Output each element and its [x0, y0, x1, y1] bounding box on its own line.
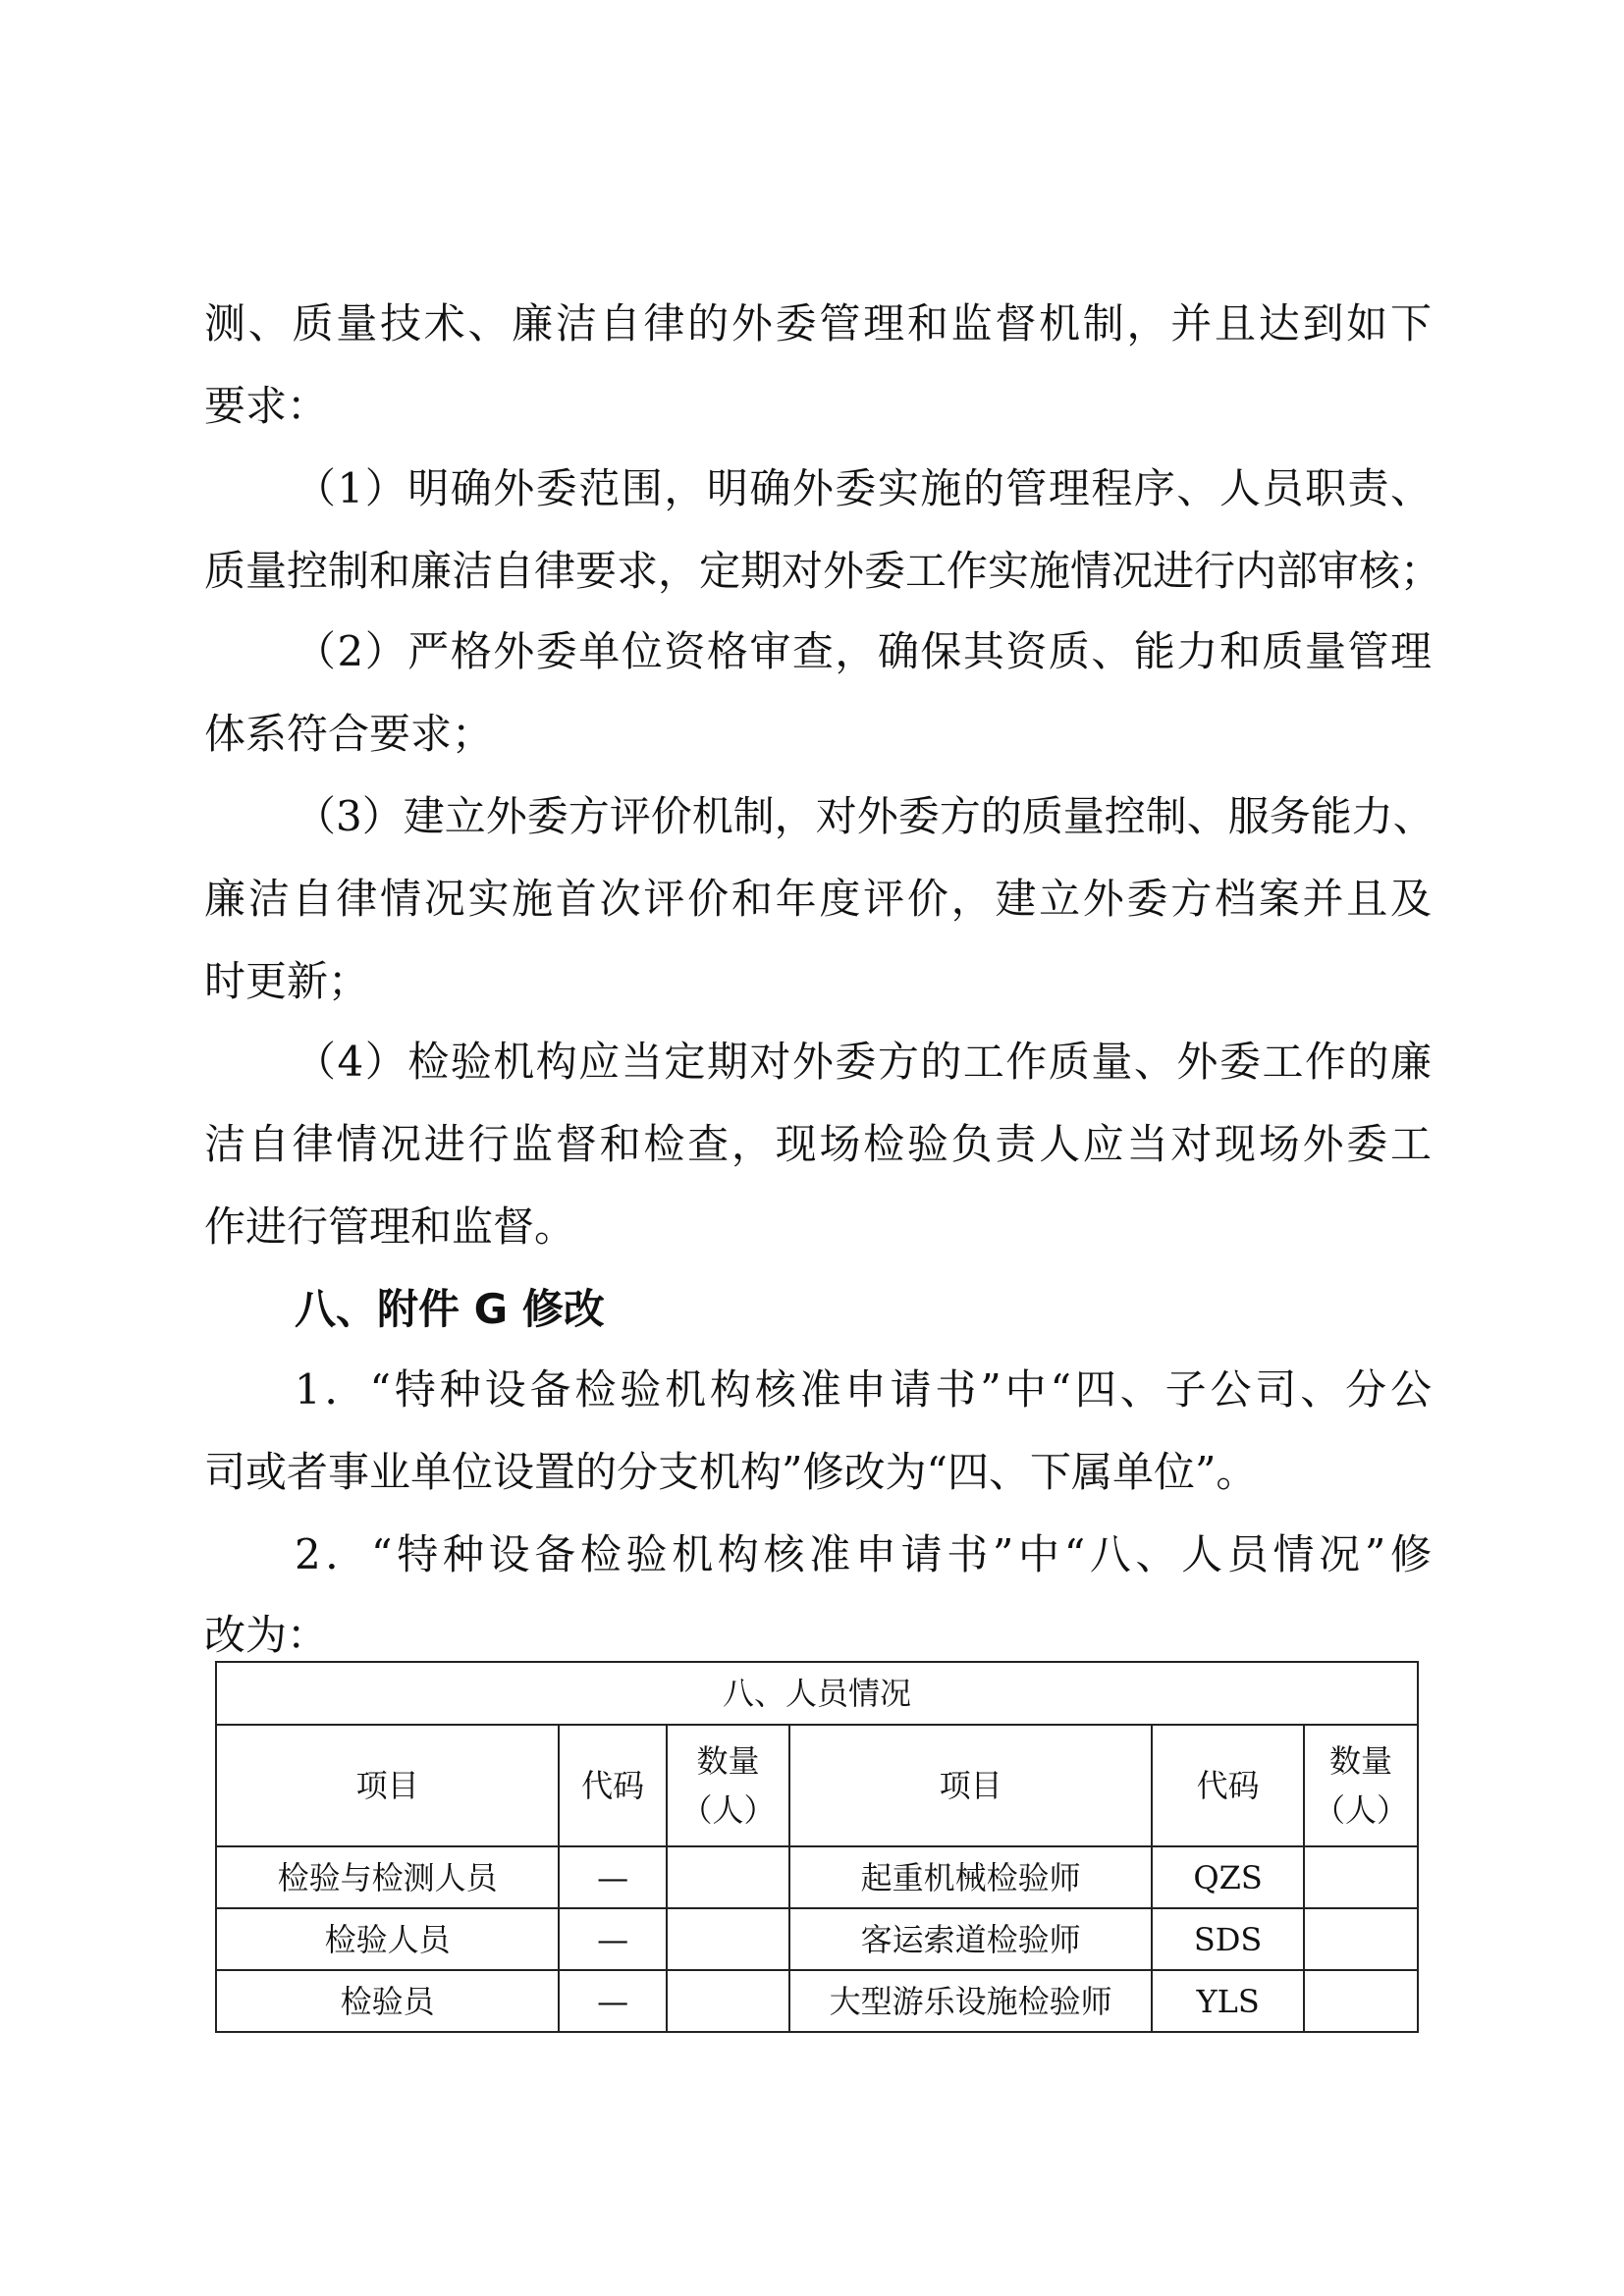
table-title: 八、人员情况 — [216, 1662, 1418, 1725]
list-item-2-line: 体系符合要求； — [204, 710, 494, 758]
list-item-3-line: 廉洁自律情况实施首次评价和年度评价，建立外委方档案并且及 — [204, 875, 1432, 923]
right-item-cell: 起重机械检验师 — [789, 1846, 1152, 1908]
table-row — [216, 1908, 1418, 1970]
left-count-cell — [667, 1970, 789, 2032]
count-header-line2: （人） — [680, 1791, 776, 1829]
amendment-2-line: 改为： — [204, 1611, 329, 1659]
list-item-4-line: 作进行管理和监督。 — [204, 1202, 576, 1251]
right-count-cell — [1304, 1846, 1418, 1908]
left-item-cell: 检验员 — [216, 1970, 559, 2032]
right-count-cell — [1304, 1908, 1418, 1970]
column-header-item: 项目 — [216, 1725, 559, 1846]
right-item-cell: 大型游乐设施检验师 — [789, 1970, 1152, 2032]
left-code-cell: — — [559, 1846, 667, 1908]
left-code-cell: — — [559, 1908, 667, 1970]
table-row — [216, 1970, 1418, 2032]
left-count-cell — [667, 1908, 789, 1970]
list-item-3-line: 时更新； — [204, 957, 370, 1005]
left-item-cell: 检验与检测人员 — [216, 1846, 559, 1908]
table-title-row — [216, 1662, 1418, 1725]
right-item-cell: 客运索道检验师 — [789, 1908, 1152, 1970]
column-header-count — [667, 1725, 789, 1846]
table-header-row — [216, 1725, 1418, 1846]
amendment-1-line: 1．“特种设备检验机构核准申请书”中“四、子公司、分公 — [295, 1365, 1432, 1414]
list-item-1-line: （1）明确外委范围，明确外委实施的管理程序、人员职责、 — [295, 464, 1432, 512]
count-header-line1: 数量 — [1328, 1742, 1392, 1780]
amendment-2-line: 2．“特种设备检验机构核准申请书”中“八、人员情况”修 — [295, 1530, 1432, 1578]
left-item-cell: 检验人员 — [216, 1908, 559, 1970]
column-header-count — [1304, 1725, 1418, 1846]
list-item-1-line: 质量控制和廉洁自律要求，定期对外委工作实施情况进行内部审核； — [204, 547, 1442, 595]
column-header-item: 项目 — [789, 1725, 1152, 1846]
right-code-cell: SDS — [1152, 1908, 1304, 1970]
list-item-3-line: （3）建立外委方评价机制，对外委方的质量控制、服务能力、 — [295, 792, 1435, 840]
right-code-cell: YLS — [1152, 1970, 1304, 2032]
left-count-cell — [667, 1846, 789, 1908]
right-count-cell — [1304, 1970, 1418, 2032]
column-header-code: 代码 — [1152, 1725, 1304, 1846]
left-code-cell: — — [559, 1970, 667, 2032]
amendment-1-line: 司或者事业单位设置的分支机构”修改为“四、下属单位”。 — [204, 1448, 1258, 1496]
personnel-table — [215, 1661, 1419, 2033]
body-text-line: 测、质量技术、廉洁自律的外委管理和监督机制，并且达到如下 — [204, 299, 1432, 347]
count-header-line2: （人） — [1313, 1791, 1408, 1829]
section-heading: 八、附件 G 修改 — [295, 1285, 605, 1333]
list-item-4-line: （4）检验机构应当定期对外委方的工作质量、外委工作的廉 — [295, 1038, 1432, 1086]
list-item-4-line: 洁自律情况进行监督和检查，现场检验负责人应当对现场外委工 — [204, 1120, 1432, 1168]
column-header-code: 代码 — [559, 1725, 667, 1846]
count-header-line1: 数量 — [696, 1742, 760, 1780]
list-item-2-line: （2）严格外委单位资格审查，确保其资质、能力和质量管理 — [295, 627, 1432, 675]
body-text-line: 要求： — [204, 382, 329, 430]
table-row — [216, 1846, 1418, 1908]
right-code-cell: QZS — [1152, 1846, 1304, 1908]
